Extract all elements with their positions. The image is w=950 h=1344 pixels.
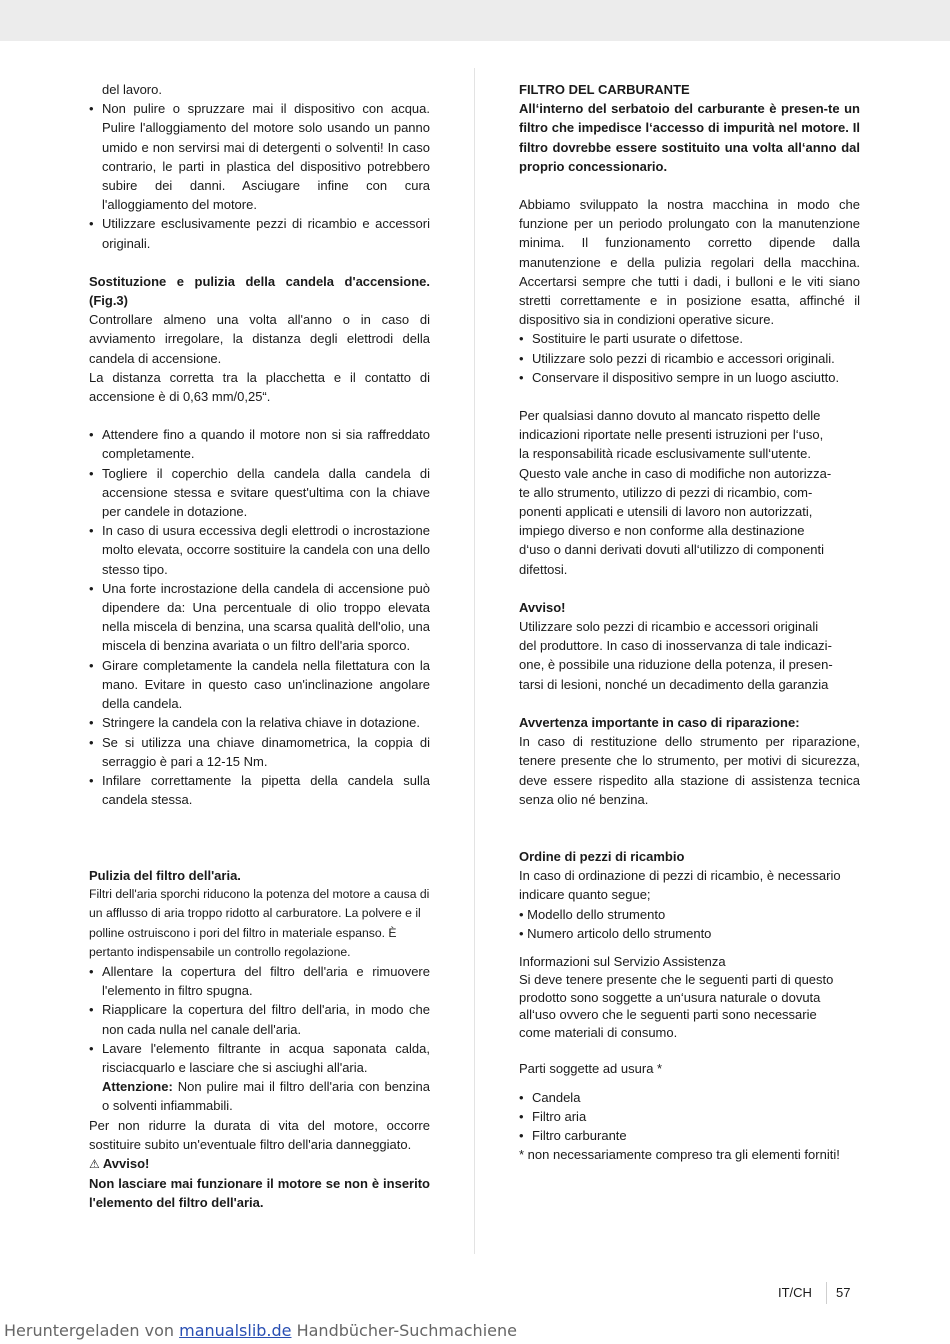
text-line: d‘uso o danni derivati dovuti all‘utilizzo di componenti	[519, 542, 824, 558]
notice-paragraph	[519, 617, 860, 694]
list-item: • Non pulire o spruzzare mai il dispositivo con acqua. Pulire l'alloggiamento del motore solo usando un panno umido e non servirsi mai di detergenti o solventi! In caso contrario, le parti in plastica del dispositivo potrebbero subire dei danni. Asciugare infine con cura l'alloggiamento del motore.	[89, 99, 430, 214]
warning-heading-line	[89, 1154, 430, 1174]
column-divider	[474, 68, 475, 1254]
list-item: • Girare completamente la candela nella filettatura con la mano. Evitare in questo caso un'inclinazione angolare della candela.	[89, 656, 430, 714]
text-line: ponenti applicati e utensili di lavoro non autorizzati,	[519, 504, 813, 520]
list-item: • Filtro aria	[519, 1107, 860, 1126]
text-line: difettosi.	[519, 561, 568, 577]
right-bottom-column	[519, 847, 860, 1163]
text-line: Per qualsiasi danno dovuto al mancato rispetto delle	[519, 408, 821, 424]
wear-parts-heading: Parti soggette ad usura *	[519, 1061, 663, 1077]
service-info-paragraph	[519, 971, 860, 1041]
top-toolbar-strip	[0, 0, 950, 41]
download-prefix: Heruntergeladen von	[4, 1321, 180, 1340]
air-filter-heading: Pulizia del filtro dell'aria.	[89, 868, 241, 883]
spark-plug-paragraph-2: La distanza corretta tra la placchetta e il contatto di accensione è di 0,63 mm/0,25“.	[89, 369, 430, 405]
language-code: IT/CH	[778, 1285, 812, 1300]
text-line: impiego diverso e non conforme alla destinazione	[519, 523, 805, 539]
attention-label: Attenzione:	[102, 1079, 173, 1095]
text-line: la responsabilità ricade esclusivamente sull‘utente.	[519, 446, 811, 462]
list-item: • Togliere il coperchio della candela dalla candela di accensione stessa e svitare quest'ultima con la chiave per candele in dotazione.	[89, 464, 430, 522]
list-item: • Utilizzare esclusivamente pezzi di ricambio e accessori originali.	[89, 214, 430, 252]
text-line: prodotto sono soggette a un‘usura naturale o dovuta	[519, 989, 821, 1005]
text-line: Utilizzare solo pezzi di ricambio e accessori originali	[519, 619, 819, 635]
list-item: • Una forte incrostazione della candela di accensione può dipendere da: Una percentuale di olio troppo elevata nella miscela di benzina, una scarsa qualità dell'olio, una miscela di benzina avariata o un filtro dell'aria sporco.	[89, 579, 430, 656]
list-item: • Infilare correttamente la pipetta della candela sulla candela stessa.	[89, 771, 430, 809]
spark-plug-paragraph-1: Controllare almeno una volta all'anno o in caso di avviamento irregolare, la distanza degli elettrodi della candela di accensione.	[89, 312, 430, 366]
left-bottom-column	[89, 866, 430, 1213]
list-item: • Attendere fino a quando il motore non si sia raffreddato completamente.	[89, 425, 430, 463]
order-item: • Modello dello strumento	[519, 906, 666, 922]
attention-note	[89, 1077, 430, 1115]
order-item: • Numero articolo dello strumento	[519, 925, 712, 941]
spare-parts-order-heading: Ordine di pezzi di ricambio	[519, 849, 685, 864]
footer-divider	[826, 1282, 827, 1304]
text-line: tarsi di lesioni, nonché un decadimento della garanzia	[519, 676, 829, 692]
notice-heading: Avviso!	[519, 599, 566, 615]
text-line: one, è possibile una riduzione della potenza, il presen-	[519, 657, 833, 673]
list-item: • Utilizzare solo pezzi di ricambio e accessori originali.	[519, 349, 860, 368]
right-top-column	[519, 80, 860, 809]
spark-plug-bullet-list	[89, 425, 430, 809]
engine-life-paragraph: Per non ridurre la durata di vita del motore, occorre sostituire subito un'eventuale filtro dell'aria danneggiato.	[89, 1117, 430, 1152]
fuel-filter-text: All‘interno del serbatoio del carburante è presen-te un filtro che impedisce l‘accesso di impurità nel motore. Il filtro dovrebbe essere sostituito una volta all‘anno dal proprio concessionario.	[519, 101, 860, 174]
list-item: • Riapplicare la copertura del filtro dell'aria, in modo che non cada nulla nel canale dell'aria.	[89, 1000, 430, 1038]
cleaning-bullet-list	[89, 99, 430, 253]
list-item: • Se si utilizza una chiave dinamometrica, la coppia di serraggio è pari a 12-15 Nm.	[89, 733, 430, 771]
repair-paragraph: In caso di restituzione dello strumento per riparazione, tenere presente che lo strumento, per motivi di sicurezza, deve essere rispedito alla stazione di assistenza tecnica senza olio né benzina.	[519, 734, 860, 807]
download-suffix: Handbücher-Suchmachiene	[291, 1321, 517, 1340]
list-item: • Candela	[519, 1088, 860, 1107]
text-line: all‘uso ovvero che le seguenti parti sono necessarie	[519, 1007, 817, 1023]
service-info-heading: Informazioni sul Servizio Assistenza	[519, 954, 726, 970]
air-filter-paragraph: Filtri dell'aria sporchi riducono la potenza del motore a causa di un afflusso di aria troppo ridotto al carburatore. La polvere e il polline ostruiscono i pori del filtro in materiale espanso. È pertanto indispensabile un controllo regolazione.	[89, 887, 430, 959]
warning-triangle-icon: ⚠	[89, 1157, 100, 1172]
spark-plug-heading: Sostituzione e pulizia della candela d'accensione. (Fig.3)	[89, 273, 430, 309]
text-line: indicazioni riportate nelle presenti istruzioni per l‘uso,	[519, 427, 824, 443]
list-item: • In caso di usura eccessiva degli elettrodi o incrostazione molto elevata, occorre sostituire la candela con una dello stesso tipo.	[89, 521, 430, 579]
liability-paragraph	[519, 406, 860, 579]
maintenance-bullet-list	[519, 329, 860, 387]
text-line: come materiali di consumo.	[519, 1024, 678, 1040]
spare-parts-order-paragraph: In caso di ordinazione di pezzi di ricambio, è necessario indicare quanto segue;	[519, 868, 841, 903]
wear-parts-list	[519, 1088, 860, 1146]
repair-heading: Avvertenza importante in caso di riparazione:	[519, 714, 800, 730]
text-line: te allo strumento, utilizzo di pezzi di ricambio, com-	[519, 484, 813, 500]
list-item: • Sostituire le parti usurate o difettose.	[519, 329, 860, 348]
list-item: • Allentare la copertura del filtro dell'aria e rimuovere l'elemento in filtro spugna.	[89, 962, 430, 1000]
list-item: • Conservare il dispositivo sempre in un luogo asciutto.	[519, 368, 860, 387]
attention-text: Non pulire mai il filtro dell'aria con benzina o solventi infiammabili.	[102, 1079, 430, 1114]
page-number: 57	[836, 1285, 851, 1300]
warning-heading: Avviso!	[102, 1156, 150, 1172]
text-line: Questo vale anche in caso di modifiche non autorizza-	[519, 465, 832, 481]
left-top-column	[89, 80, 430, 809]
manualslib-link[interactable]: manualslib.de	[179, 1321, 292, 1340]
air-filter-bullet-list	[89, 962, 430, 1077]
intro-line: del lavoro.	[102, 82, 162, 97]
maintenance-paragraph: Abbiamo sviluppato la nostra macchina in modo che funzione per un periodo prolungato con la manutenzione minima. Il funzionamento corretto dipende dalla manutenzione e della pulizia regolari della macchina. Accertarsi sempre che tutti i dadi, i bulloni e le viti siano stretti correttamente e in posizione esatta, affinché il dispositivo sia in condizioni operative sicure.	[519, 197, 860, 328]
list-item: • Filtro carburante	[519, 1126, 860, 1145]
text-line: Si deve tenere presente che le seguenti parti di questo	[519, 972, 834, 988]
footnote: * non necessariamente compreso tra gli elementi forniti!	[519, 1146, 840, 1162]
list-item: • Lavare l'elemento filtrante in acqua saponata calda, risciacquarlo e lasciare che si asciughi all'aria.	[89, 1039, 430, 1077]
list-item: • Stringere la candela con la relativa chiave in dotazione.	[89, 713, 430, 732]
warning-text: Non lasciare mai funzionare il motore se non è inserito l'elemento del filtro dell'aria.	[89, 1176, 430, 1211]
download-attribution	[4, 1321, 517, 1340]
text-line: del produttore. In caso di inosservanza di tale indicazi-	[519, 638, 832, 654]
fuel-filter-heading: FILTRO DEL CARBURANTE	[519, 82, 690, 97]
